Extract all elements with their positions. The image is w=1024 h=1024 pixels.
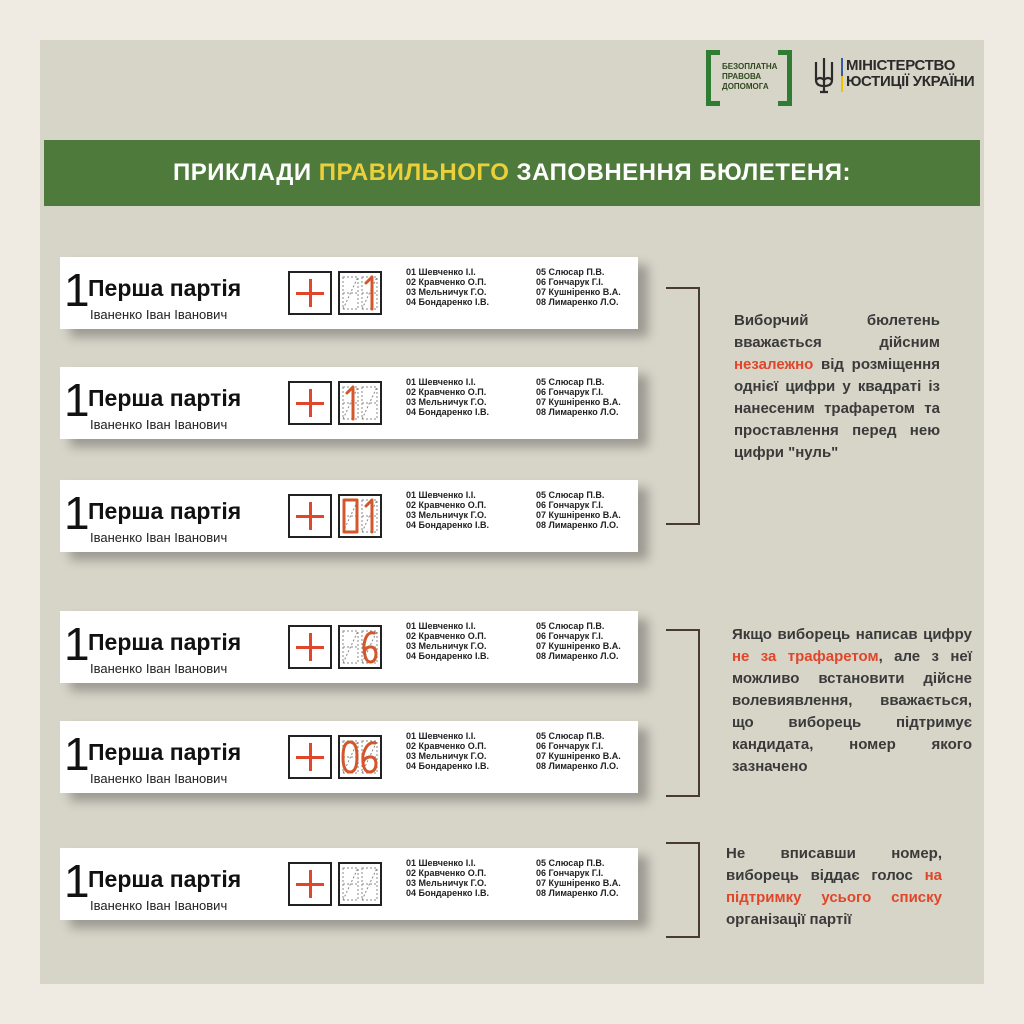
title-banner	[44, 140, 980, 206]
candidate-item: 05 Слюсар П.В.	[536, 858, 605, 868]
ballot-party-leader: Іваненко Іван Іванович	[90, 307, 228, 322]
candidate-item: 04 Бондаренко І.В.	[406, 888, 489, 898]
banner-title-part-1: ПРИКЛАДИ	[173, 159, 319, 186]
ballot-party-number: 1	[64, 374, 90, 426]
candidate-item: 06 Гончарук Г.І.	[536, 868, 604, 878]
note-2-text-b: , але з неї можливо встановити дійсне волевиявлення, вважається, що виборець підтримує кандидата, номер якого зазначено	[732, 648, 972, 775]
candidate-item: 08 Лимаренко Л.О.	[536, 651, 619, 661]
ballot-example-6	[60, 848, 638, 920]
ballot-party-leader: Іваненко Іван Іванович	[90, 771, 228, 786]
trident-icon	[812, 56, 836, 94]
candidate-item: 06 Гончарук Г.І.	[536, 500, 604, 510]
candidate-item: 03 Мельничук Г.О.	[406, 510, 487, 520]
ballot-party-leader: Іваненко Іван Іванович	[90, 898, 228, 913]
candidate-item: 02 Кравченко О.П.	[406, 631, 487, 641]
ballot-party-number: 1	[64, 728, 90, 780]
party-vote-box-plus	[288, 735, 332, 779]
note-not-by-stencil	[732, 624, 972, 778]
candidate-item: 04 Бондаренко І.В.	[406, 651, 489, 661]
ballot-party-name: Перша партія	[88, 275, 242, 301]
ballot-example-3	[60, 480, 638, 552]
logo-bracket-left	[706, 50, 720, 106]
fla-line-1: БЕЗОПЛАТНА	[722, 62, 778, 71]
logo-bracket-right	[778, 50, 792, 106]
note-3-text-a: Не вписавши номер, виборець віддає голос	[726, 845, 942, 884]
ballot-party-name: Перша партія	[88, 866, 242, 892]
fla-line-3: ДОПОМОГА	[722, 82, 769, 91]
banner-title	[173, 159, 851, 187]
candidate-item: 02 Кравченко О.П.	[406, 500, 487, 510]
ballot-example-1	[60, 257, 638, 329]
note-no-number	[726, 843, 942, 931]
candidate-item: 04 Бондаренко І.В.	[406, 761, 489, 771]
ballot-party-name: Перша партія	[88, 629, 242, 655]
candidate-item: 05 Слюсар П.В.	[536, 731, 605, 741]
candidate-column-right	[536, 621, 621, 661]
party-vote-box-plus	[288, 271, 332, 315]
candidate-item: 03 Мельничук Г.О.	[406, 751, 487, 761]
banner-title-part-2: ЗАПОВНЕННЯ БЮЛЕТЕНЯ:	[509, 159, 851, 186]
candidate-column-right	[536, 490, 621, 530]
candidate-item: 04 Бондаренко І.В.	[406, 407, 489, 417]
free-legal-aid-logo	[706, 50, 792, 106]
ballot-party-leader: Іваненко Іван Іванович	[90, 661, 228, 676]
note-3-text-b: організації партії	[726, 911, 852, 928]
ministry-line-1: МІНІСТЕРСТВО	[846, 57, 956, 74]
candidate-column-left	[406, 267, 489, 307]
ballot-party-number: 1	[64, 855, 90, 907]
ballot-party-number: 1	[64, 264, 90, 316]
candidate-item: 05 Слюсар П.В.	[536, 490, 605, 500]
candidate-item: 04 Бондаренко І.В.	[406, 297, 489, 307]
candidate-item: 06 Гончарук Г.І.	[536, 631, 604, 641]
stencil-digit-icon	[340, 383, 380, 423]
candidate-column-left	[406, 490, 489, 530]
ballot-party-leader: Іваненко Іван Іванович	[90, 530, 228, 545]
ministry-line-2: ЮСТИЦІЇ УКРАЇНИ	[846, 73, 975, 90]
candidate-item: 07 Кушніренко В.А.	[536, 510, 621, 520]
candidate-item: 03 Мельничук Г.О.	[406, 287, 487, 297]
candidate-item: 02 Кравченко О.П.	[406, 387, 487, 397]
candidate-item: 05 Слюсар П.В.	[536, 621, 605, 631]
stencil-digit-icon	[340, 627, 380, 667]
ballot-party-number: 1	[64, 487, 90, 539]
candidate-column-left	[406, 858, 489, 898]
candidate-item: 01 Шевченко І.І.	[406, 621, 476, 631]
fla-logo-text	[722, 62, 778, 92]
ballot-example-4	[60, 611, 638, 683]
ballot-party-number: 1	[64, 618, 90, 670]
candidate-item: 08 Лимаренко Л.О.	[536, 888, 619, 898]
candidate-item: 02 Кравченко О.П.	[406, 277, 487, 287]
note-1-text-b: від розміщення однієї цифри у квадраті із нанесеним трафаретом та проставлення перед нею цифри "нуль"	[734, 356, 940, 461]
candidate-item: 07 Кушніренко В.А.	[536, 878, 621, 888]
candidate-item: 01 Шевченко І.І.	[406, 858, 476, 868]
candidate-item: 02 Кравченко О.П.	[406, 741, 487, 751]
candidate-item: 07 Кушніренко В.А.	[536, 641, 621, 651]
note-2-text-a: Якщо виборець написав цифру	[732, 626, 972, 643]
fla-line-2: ПРАВОВА	[722, 72, 762, 81]
candidate-number-box	[338, 381, 382, 425]
candidate-item: 06 Гончарук Г.І.	[536, 741, 604, 751]
candidate-item: 08 Лимаренко Л.О.	[536, 520, 619, 530]
candidate-item: 01 Шевченко І.І.	[406, 377, 476, 387]
candidate-number-box	[338, 625, 382, 669]
candidate-item: 07 Кушніренко В.А.	[536, 751, 621, 761]
candidate-item: 03 Мельничук Г.О.	[406, 878, 487, 888]
ballot-party-name: Перша партія	[88, 498, 242, 524]
candidate-number-box	[338, 862, 382, 906]
party-vote-box-plus	[288, 862, 332, 906]
group-bracket-3	[666, 842, 700, 938]
party-vote-box-plus	[288, 625, 332, 669]
ballot-party-name: Перша партія	[88, 385, 242, 411]
candidate-column-left	[406, 621, 489, 661]
candidate-item: 05 Слюсар П.В.	[536, 377, 605, 387]
stencil-digit-icon	[340, 864, 380, 904]
ballot-party-name: Перша партія	[88, 739, 242, 765]
stencil-digit-icon	[340, 496, 380, 536]
candidate-item: 04 Бондаренко І.В.	[406, 520, 489, 530]
ballot-example-2	[60, 367, 638, 439]
group-bracket-1	[666, 287, 700, 525]
note-1-highlight: незалежно	[734, 356, 814, 373]
candidate-column-left	[406, 731, 489, 771]
ballot-example-5	[60, 721, 638, 793]
candidate-item: 03 Мельничук Г.О.	[406, 397, 487, 407]
flag-stripe-yellow	[841, 76, 843, 92]
candidate-item: 08 Лимаренко Л.О.	[536, 297, 619, 307]
candidate-number-box	[338, 494, 382, 538]
group-bracket-2	[666, 629, 700, 797]
candidate-column-right	[536, 267, 621, 307]
candidate-item: 08 Лимаренко Л.О.	[536, 407, 619, 417]
candidate-column-right	[536, 377, 621, 417]
note-stencil-placement	[734, 310, 940, 464]
candidate-number-box	[338, 271, 382, 315]
ministry-logo-text	[846, 58, 974, 90]
candidate-column-left	[406, 377, 489, 417]
stencil-digit-icon	[340, 737, 380, 777]
note-1-text-a: Виборчий бюлетень вважається дійсним	[734, 312, 940, 351]
candidate-item: 02 Кравченко О.П.	[406, 868, 487, 878]
candidate-item: 01 Шевченко І.І.	[406, 490, 476, 500]
candidate-column-right	[536, 858, 621, 898]
party-vote-box-plus	[288, 494, 332, 538]
party-vote-box-plus	[288, 381, 332, 425]
note-2-highlight: не за трафаретом	[732, 648, 879, 665]
candidate-item: 01 Шевченко І.І.	[406, 267, 476, 277]
candidate-item: 03 Мельничук Г.О.	[406, 641, 487, 651]
candidate-item: 08 Лимаренко Л.О.	[536, 761, 619, 771]
candidate-column-right	[536, 731, 621, 771]
candidate-item: 06 Гончарук Г.І.	[536, 277, 604, 287]
candidate-number-box	[338, 735, 382, 779]
ballot-party-leader: Іваненко Іван Іванович	[90, 417, 228, 432]
candidate-item: 06 Гончарук Г.І.	[536, 387, 604, 397]
banner-title-highlight: ПРАВИЛЬНОГО	[318, 159, 510, 186]
note-3-highlight: на підтримку усього списку	[726, 867, 942, 906]
candidate-item: 01 Шевченко І.І.	[406, 731, 476, 741]
candidate-item: 07 Кушніренко В.А.	[536, 287, 621, 297]
stencil-digit-icon	[340, 273, 380, 313]
candidate-item: 05 Слюсар П.В.	[536, 267, 605, 277]
candidate-item: 07 Кушніренко В.А.	[536, 397, 621, 407]
